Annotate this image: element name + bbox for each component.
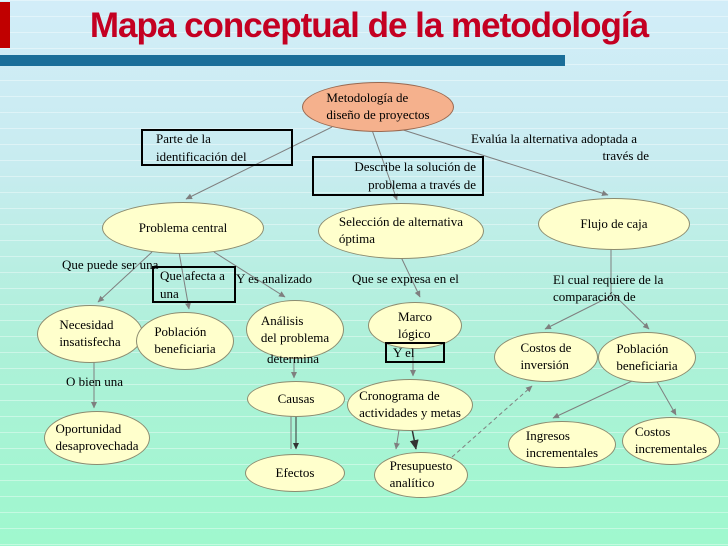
node-text: óptima <box>338 231 376 246</box>
label-text: determina <box>267 351 319 366</box>
node-text: insatisfecha <box>59 334 121 349</box>
node-text: inversión <box>520 357 569 372</box>
node-text: Necesidad <box>59 317 114 333</box>
node-text: beneficiaria <box>154 341 216 356</box>
node-text: actividades y metas <box>359 405 461 420</box>
node-text: incrementales <box>634 441 708 456</box>
node-costos-incrementales[interactable] <box>622 417 720 465</box>
node-text: desaprovechada <box>55 438 139 453</box>
label-text: El cual requiere de la <box>553 272 664 287</box>
node-text: Población <box>154 324 207 340</box>
node-text: Flujo de caja <box>580 215 648 231</box>
node-text: analítico <box>389 475 435 490</box>
label-que-se-expresa <box>352 271 459 288</box>
label-text: través de <box>602 147 649 163</box>
node-text: Presupuesto <box>389 458 453 474</box>
node-ingresos-incrementales[interactable] <box>508 421 616 468</box>
node-text: Oportunidad <box>55 421 122 437</box>
node-metodologia[interactable] <box>302 82 454 132</box>
arrow-poblacion2-ingresos <box>553 381 632 418</box>
label-que-puede-ser-una <box>62 257 158 274</box>
box-text: Y el <box>393 344 415 360</box>
node-cronograma[interactable] <box>347 379 473 431</box>
label-text: O bien una <box>66 374 124 389</box>
node-text: Cronograma de <box>359 388 440 404</box>
box-parte-identificacion <box>141 129 293 166</box>
label-text: comparación de <box>553 288 636 304</box>
arrow-cronograma-presupuesto-b <box>412 429 416 449</box>
label-text: Que se expresa en el <box>352 271 459 286</box>
arrow-poblacion2-costos-incr <box>656 380 676 415</box>
node-text: beneficiaria <box>616 357 678 373</box>
node-text: Población <box>616 340 669 356</box>
box-text: Parte de la <box>156 130 211 146</box>
node-problema-central[interactable] <box>102 202 264 254</box>
arrow-cronograma-presupuesto-a <box>396 430 399 449</box>
node-costos-inversion[interactable] <box>494 332 598 382</box>
node-text: lógico <box>398 325 431 341</box>
node-text: Efectos <box>275 464 315 480</box>
node-text: Costos <box>634 424 671 440</box>
box-text: identificación del <box>156 148 247 164</box>
box-text: Describe la solución de <box>354 159 476 175</box>
node-text: Causas <box>277 390 315 406</box>
box-y-el <box>385 342 445 363</box>
node-text: Selección de alternativa <box>338 214 464 230</box>
box-text: una <box>160 285 179 301</box>
slide-title: Mapa conceptual de la metodología <box>89 6 649 45</box>
label-o-bien-una <box>66 374 123 391</box>
box-text: problema a través de <box>368 177 476 192</box>
node-necesidad-insatisfecha[interactable] <box>37 305 143 363</box>
box-text: Que afecta a <box>160 267 225 283</box>
label-text: Y es analizado <box>236 271 313 286</box>
node-seleccion-alternativa[interactable] <box>318 203 484 259</box>
box-que-afecta <box>152 266 236 303</box>
label-el-cual-requiere <box>553 272 663 306</box>
label-evalua <box>471 131 663 165</box>
node-efectos[interactable] <box>245 454 345 492</box>
node-flujo-caja[interactable] <box>538 198 690 250</box>
node-oportunidad-desaprovechada[interactable] <box>44 411 150 465</box>
label-text: Que puede ser una <box>62 257 159 272</box>
label-determina <box>267 351 319 368</box>
node-text: Ingresos <box>525 427 570 443</box>
node-poblacion-beneficiaria-2[interactable] <box>598 332 696 383</box>
node-text: diseño de proyectos <box>326 107 430 122</box>
label-y-es-analizado <box>236 271 312 288</box>
node-causas[interactable] <box>247 381 345 417</box>
node-text: Problema central <box>138 219 228 235</box>
node-text: incrementales <box>525 444 599 460</box>
node-text: del problema <box>260 329 330 345</box>
node-text: Análisis <box>260 312 304 328</box>
box-describe-solucion <box>312 156 484 196</box>
node-text: Costos de <box>520 340 572 356</box>
node-presupuesto-analitico[interactable] <box>374 452 468 498</box>
label-text: Evalúa la alternativa adoptada a <box>471 131 638 146</box>
node-text: Marco <box>398 308 432 324</box>
node-poblacion-beneficiaria-1[interactable] <box>136 312 234 370</box>
node-text: Metodología de <box>326 90 409 106</box>
